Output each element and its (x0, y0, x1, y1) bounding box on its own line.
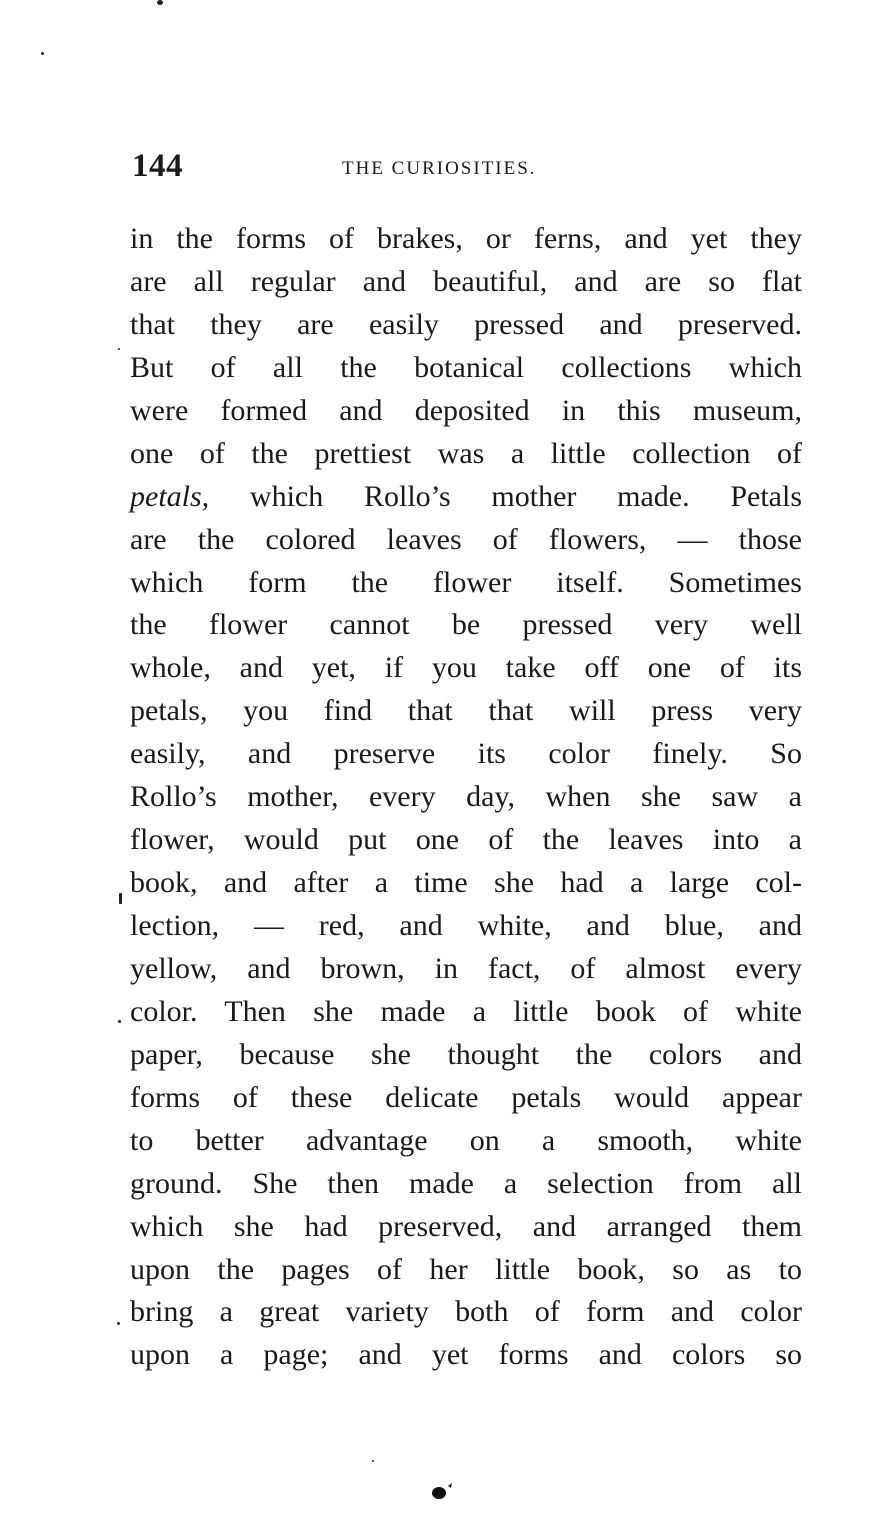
print-speck (372, 1460, 374, 1462)
print-speck (118, 348, 120, 350)
text-line: forms of these delicate petals would appear (130, 1080, 802, 1114)
text-line: paper, because she thought the colors and (130, 1037, 802, 1071)
text-line: lection, — red, and white, and blue, and (130, 909, 802, 942)
text-line: are all regular and beautiful, and are so flat (130, 264, 802, 298)
text-line: whole, and yet, if you take off one of its (130, 651, 802, 685)
text-line (130, 476, 802, 519)
italic-word: petals, (130, 479, 210, 513)
text-line: book, and after a time she had a large col- (130, 866, 802, 900)
text-line: upon a page; and yet forms and colors so (130, 1338, 802, 1372)
text-line: that they are easily pressed and preserved. (130, 307, 802, 341)
print-speck (118, 1020, 121, 1023)
print-speck (117, 1322, 120, 1325)
page-number: 144 (132, 148, 183, 184)
text-line: were formed and deposited in this museum, (130, 393, 802, 427)
text-line: in the forms of brakes, or ferns, and yet they (130, 222, 802, 255)
text-line: yellow, and brown, in fact, of almost every (130, 951, 802, 985)
text-line: upon the pages of her little book, so as to (130, 1252, 802, 1286)
text-line: color. Then she made a little book of white (130, 994, 802, 1028)
text-line: which form the flower itself. Sometimes (130, 565, 802, 599)
page-body-text (130, 218, 802, 1377)
text-line: But of all the botanical collections which (130, 350, 802, 384)
text-line: Rollo’s mother, every day, when she saw a (130, 780, 802, 814)
text-line: flower, would put one of the leaves into a (130, 823, 802, 857)
print-speck (41, 52, 44, 55)
text-line: the flower cannot be pressed very well (130, 608, 802, 642)
text-line: easily, and preserve its color finely. So (130, 737, 802, 771)
text-line: bring a great variety both of form and color (130, 1295, 802, 1329)
text-line: ground. She then made a selection from all (130, 1166, 802, 1200)
page-header (132, 148, 802, 192)
text-line: to better advantage on a smooth, white (130, 1123, 802, 1157)
text-line: one of the prettiest was a little collection of (130, 436, 802, 470)
text-line: are the colored leaves of flowers, — those (130, 522, 802, 556)
text-line: petals, you find that that will press very (130, 694, 802, 728)
running-head: THE CURIOSITIES. (342, 158, 537, 179)
text-line: which she had preserved, and arranged them (130, 1209, 802, 1243)
print-speck (157, 0, 163, 5)
ink-blot-icon (428, 1482, 458, 1502)
print-speck (119, 893, 122, 904)
text-line-rest: which Rollo’s mother made. Petals (249, 479, 803, 513)
